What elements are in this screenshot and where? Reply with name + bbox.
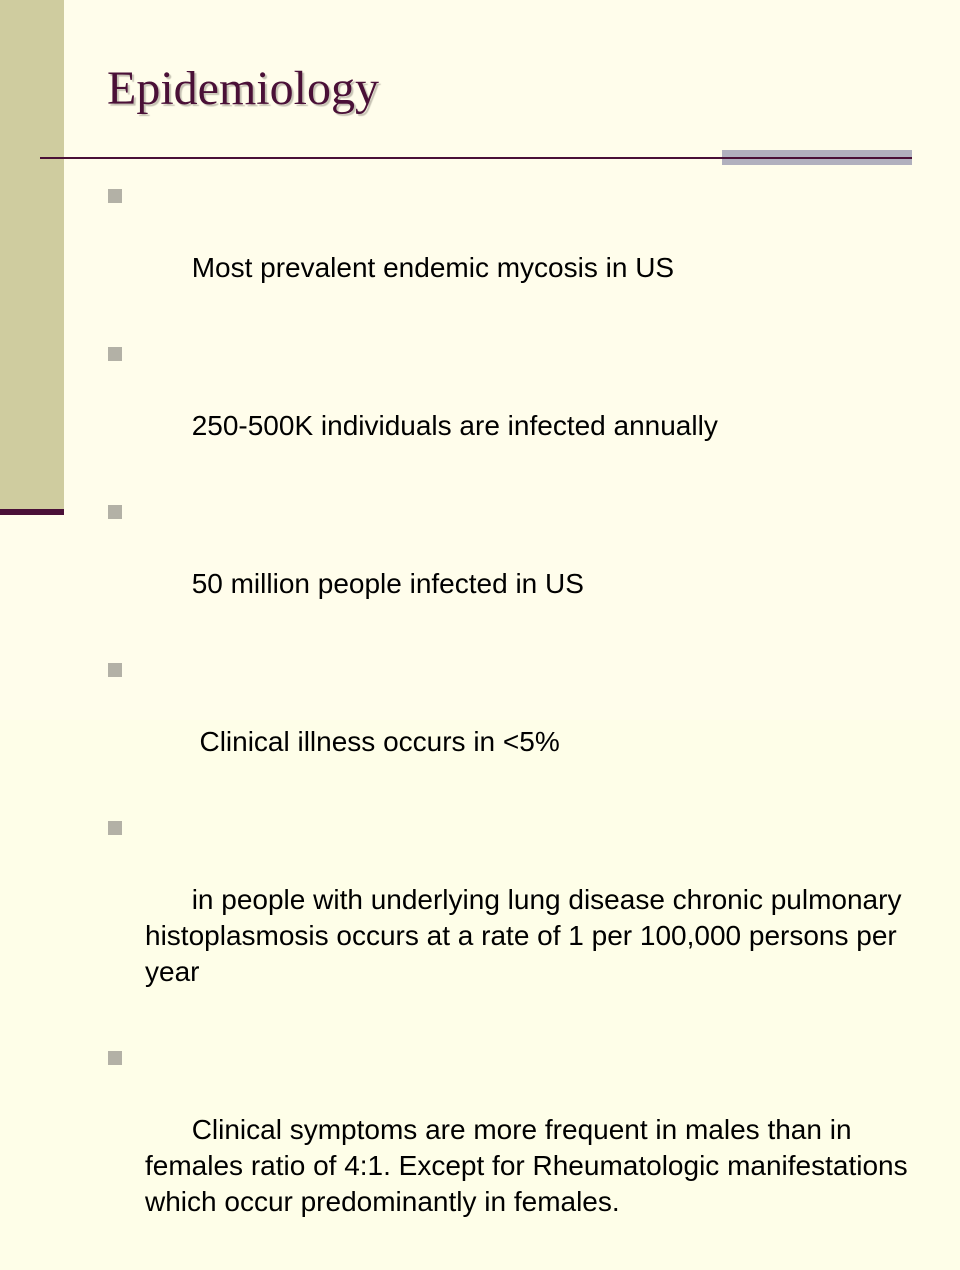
sidebar-accent-line bbox=[0, 509, 64, 515]
sidebar-decoration bbox=[0, 0, 64, 509]
bullet-list bbox=[108, 178, 916, 1270]
square-bullet-icon bbox=[108, 189, 122, 203]
bullet-text: Clinical illness occurs in <5% bbox=[191, 726, 560, 757]
bullet-item bbox=[108, 336, 908, 480]
square-bullet-icon bbox=[108, 505, 122, 519]
bullet-item bbox=[108, 178, 908, 322]
bullet-item bbox=[108, 1040, 916, 1256]
slide-title: Epidemiology bbox=[107, 62, 379, 115]
square-bullet-icon bbox=[108, 663, 122, 677]
bullet-text: Most prevalent endemic mycosis in US bbox=[191, 252, 675, 283]
bullet-text: in people with underlying lung disease chronic pulmonary histoplasmosis occurs at a rate of 1 per 100,000 persons per year bbox=[145, 884, 910, 987]
square-bullet-icon bbox=[108, 1051, 122, 1065]
square-bullet-icon bbox=[108, 821, 122, 835]
bullet-item bbox=[108, 652, 908, 796]
bullet-text: 250-500K individuals are infected annually bbox=[191, 410, 718, 441]
square-bullet-icon bbox=[108, 347, 122, 361]
title-underline-accent bbox=[722, 150, 912, 165]
bullet-item bbox=[108, 810, 908, 1026]
bullet-text: 50 million people infected in US bbox=[191, 568, 584, 599]
bullet-item bbox=[108, 494, 908, 638]
bullet-text: Clinical symptoms are more frequent in males than in females ratio of 4:1. Except for Rheumatologic manifestations which occur predominantly in females. bbox=[145, 1114, 916, 1217]
